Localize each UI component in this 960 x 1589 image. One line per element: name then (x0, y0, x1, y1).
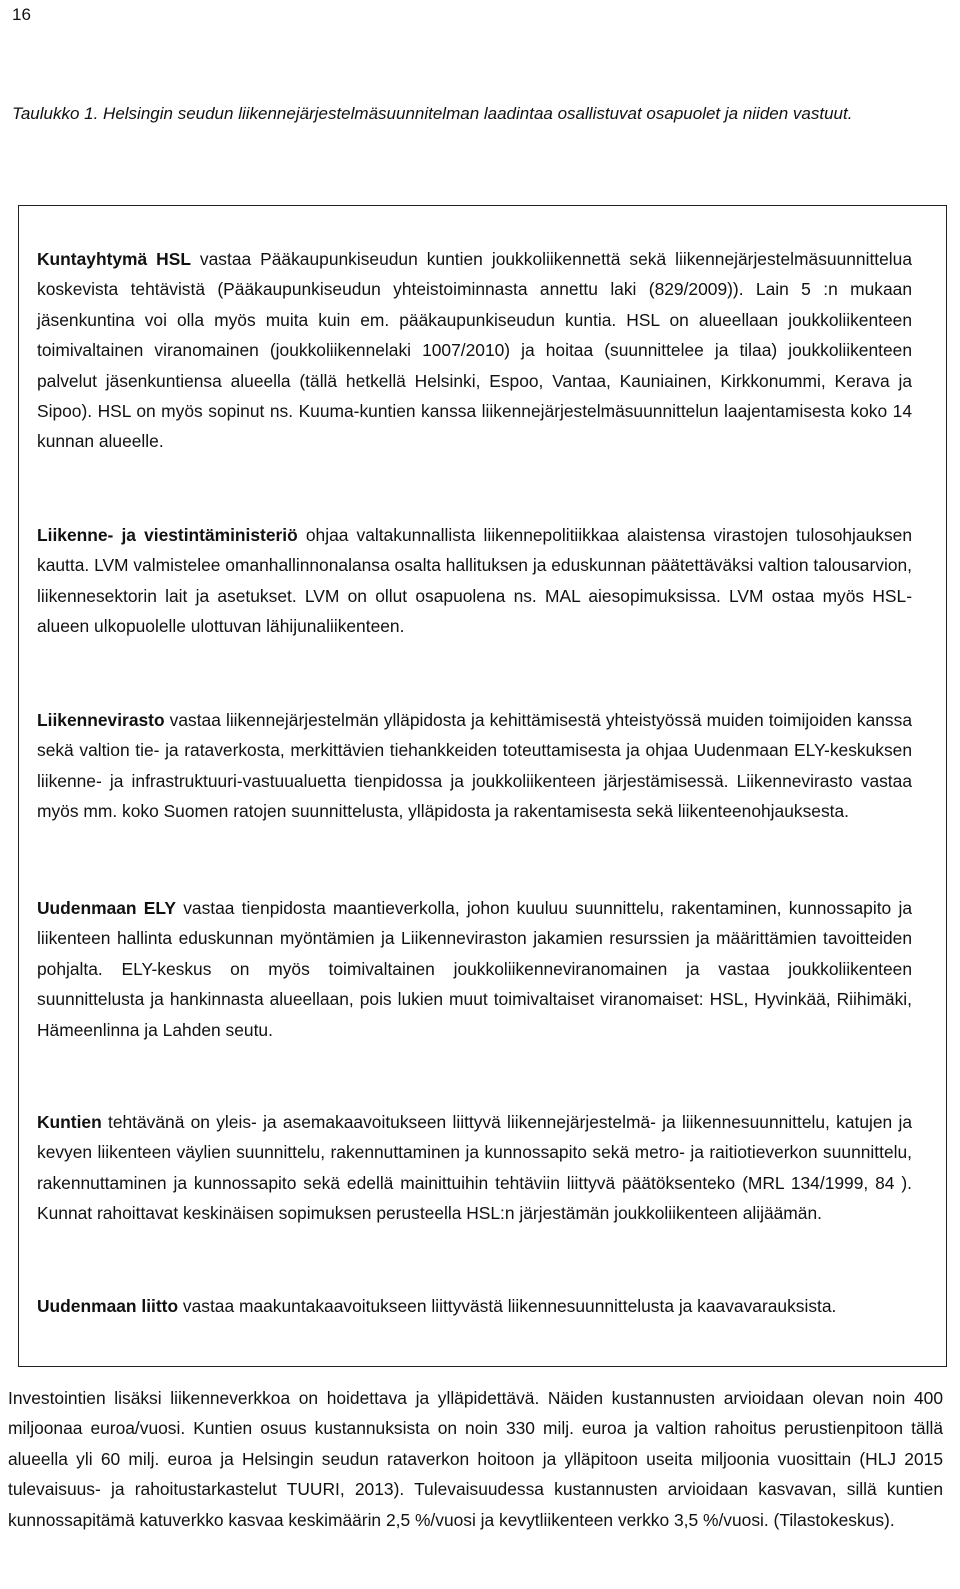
entry-actor: Uudenmaan liitto (37, 1296, 179, 1316)
entry-text: vastaa tienpidosta maantieverkolla, johon kuuluu suunnittelu, rakentaminen, kunnossapito ja liikenteen hallinta eduskunnan myöntämien ja Liikenneviraston jakamien resurssien ja määrittämien tavoitteiden pohjalta. ELY-keskus on myös toimivaltainen joukkoliikenneviranomainen ja vastaa joukkoliikenteen suunnittelusta ja hankinnasta alueellaan, pois lukien muut toimivaltaiset viranomaiset: HSL, Hyvinkää, Riihimäki, Hämeenlinna ja Lahden seutu. (37, 898, 912, 1040)
table-entry-hsl (37, 244, 912, 457)
table-entry-uudenmaan-ely (37, 893, 912, 1045)
entry-text: vastaa Pääkaupunkiseudun kuntien joukkoliikennettä sekä liikennejärjestelmäsuunnittelua koskevista tehtävistä (Pääkaupunkiseudun yhteistoiminnasta annettu laki (829/2009)). Lain 5 :n mukaan jäsenkuntina voi olla myös muita kuin em. pääkaupunkiseudun kuntia. HSL on alueellaan joukkoliikenteen toimivaltainen viranomainen (joukkoliikennelaki 1007/2010) ja hoitaa (suunnittelee ja tilaa) joukkoliikenteen palvelut jäsenkuntiensa alueella (tällä hetkellä Helsinki, Espoo, Vantaa, Kauniainen, Kirkkonummi, Kerava ja Sipoo). HSL on myös sopinut ns. Kuuma-kuntien kanssa liikennejärjestelmäsuunnittelun laajentamisesta koko 14 kunnan alueelle. (37, 249, 912, 452)
entry-text: vastaa liikennejärjestelmän ylläpidosta ja kehittämisestä yhteistyössä muiden toimijoiden kanssa sekä valtion tie- ja rataverkosta, merkittävien tiehankkeiden toteuttamisesta ja ohjaa Uudenmaan ELY-keskuksen liikenne- ja infrastruktuuri-vastuualuetta tienpidossa ja joukkoliikenteen järjestämisessä. Liikennevirasto vastaa myös mm. koko Suomen ratojen suunnittelusta, ylläpidosta ja rakentamisesta sekä liikenteenohjauksesta. (37, 710, 912, 822)
entry-actor: Liikenne- ja viestintäministeriö (37, 525, 298, 545)
entry-actor: Liikennevirasto (37, 710, 165, 730)
entry-text: vastaa maakuntakaavoitukseen liittyvästä liikennesuunnittelusta ja kaavavarauksista. (178, 1296, 837, 1316)
page-number: 16 (12, 5, 31, 24)
table-entry-liikennevirasto (37, 705, 912, 827)
table-entry-kuntien (37, 1107, 912, 1229)
entry-text: ohjaa valtakunnallista liikennepolitiikkaa alaistensa virastojen tulosohjauksen kautta. LVM valmistelee omanhallinnonalansa osalta hallituksen ja eduskunnan päätettäväksi valtion talousarvion, liikennesektorin lait ja asetukset. LVM on ollut osapuolena ns. MAL aiesopimuksissa. LVM ostaa myös HSL-alueen ulkopuolelle ulottuvan lähijunaliikenteen. (37, 525, 913, 637)
body-paragraph: Investointien lisäksi liikenneverkkoa on hoidettava ja ylläpidettävä. Näiden kustannusten arvioidaan olevan noin 400 miljoonaa euroa/vuosi. Kuntien osuus kustannuksista on noin 330 milj. euroa ja valtion rahoitus perustienpitoon tällä alueella yli 60 milj. euroa ja Helsingin seudun rataverkon hoitoon ja ylläpitoon useita miljoonia vuosittain (HLJ 2015 tulevaisuus- ja rahoitustarkastelut TUURI, 2013). Tulevaisuudessa kustannusten arvioidaan kasvavan, sillä kuntien kunnossapitämä katuverkko kasvaa keskimäärin 2,5 %/vuosi ja kevytliikenteen verkko 3,5 %/vuosi. (Tilastokeskus). (8, 1388, 943, 1530)
entry-actor: Kuntayhtymä HSL (37, 249, 191, 269)
entry-text: tehtävänä on yleis- ja asemakaavoitukseen liittyvä liikennejärjestelmä- ja liikennesuunnittelu, katujen ja kevyen liikenteen väylien suunnittelu, rakennuttaminen ja kunnossapito sekä metro- ja raitiotieverkon suunnittelu, rakennuttaminen ja kunnossapito sekä edellä mainittuihin tehtäviin liittyvä päätöksenteko (MRL 134/1999, 84 ). Kunnat rahoittavat keskinäisen sopimuksen perusteella HSL:n järjestämän joukkoliikenteen alijäämän. (37, 1112, 912, 1224)
entry-actor: Uudenmaan ELY (37, 898, 176, 918)
table-entry-lvm (37, 520, 912, 642)
table-entry-uudenmaan-liitto (37, 1291, 912, 1321)
entry-actor: Kuntien (37, 1112, 102, 1132)
table-caption: Taulukko 1. Helsingin seudun liikennejärjestelmäsuunnitelman laadintaa osallistuvat osapuolet ja niiden vastuut. (12, 104, 853, 123)
